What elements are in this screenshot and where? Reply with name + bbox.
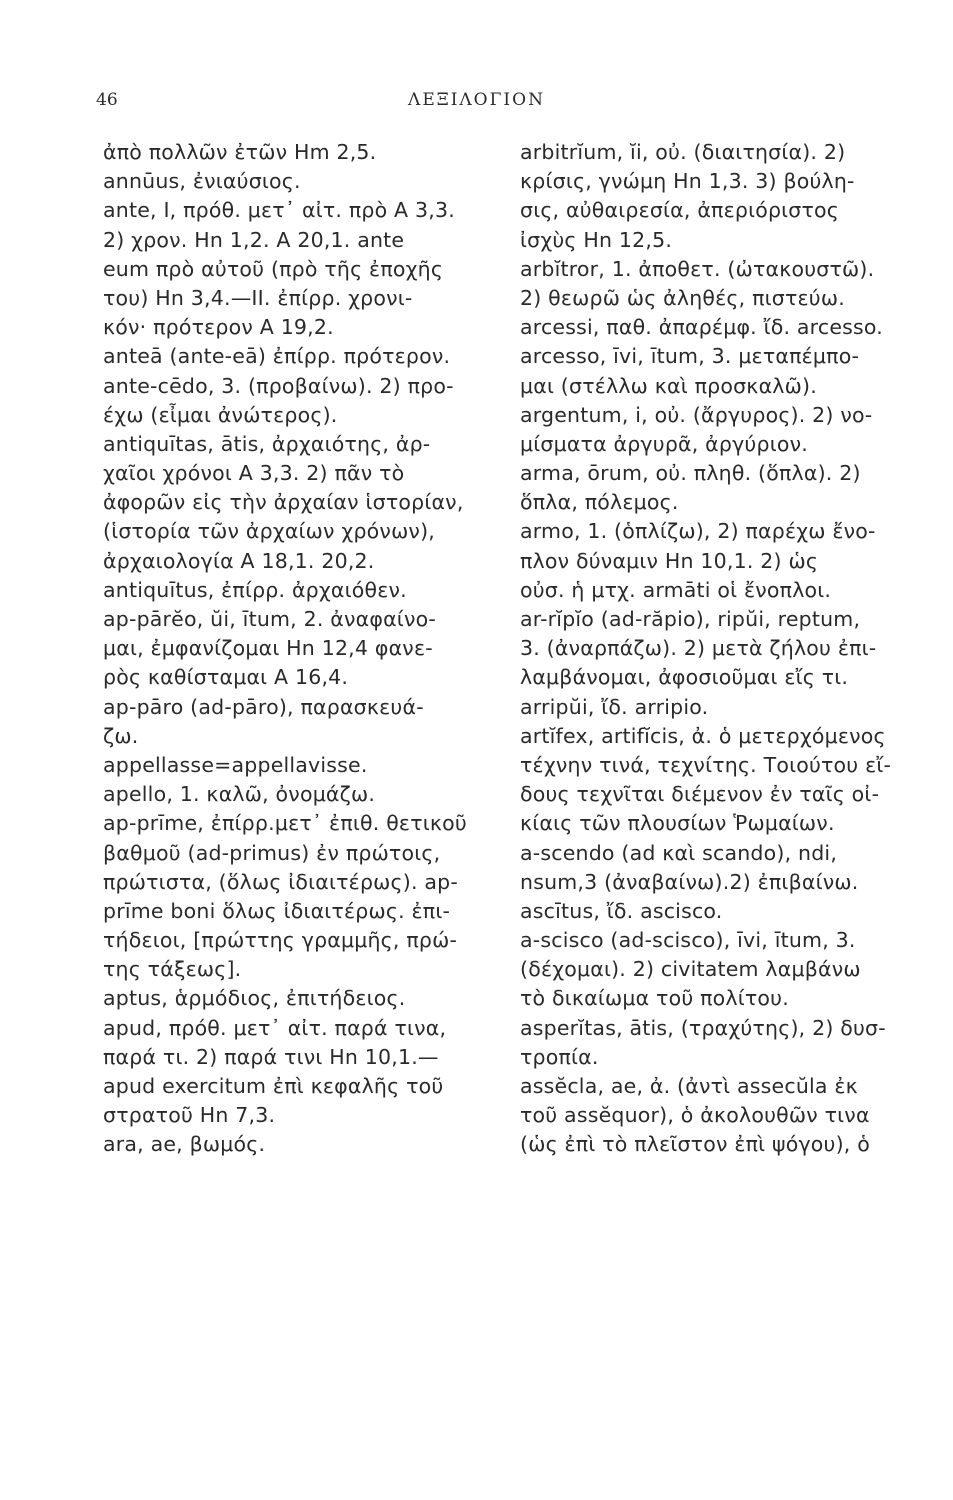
dictionary-line: ap-pāro (ad-pāro), παρασκευά-	[103, 694, 424, 719]
dictionary-line: κρίσις, γνώμη Hn 1,3. 3) βούλη-	[520, 169, 855, 194]
dictionary-line: ρὸς καθίσταμαι A 16,4.	[103, 665, 349, 690]
dictionary-line: τὸ δικαίωμα τοῦ πολίτου.	[520, 986, 789, 1011]
dictionary-line: (ἱστορία τῶν ἀρχαίων χρόνων),	[103, 519, 435, 544]
dictionary-line: βαθμοῦ (ad-primus) ἐν πρώτοις,	[103, 840, 441, 865]
dictionary-line: λαμβάνομαι, ἀφοσιοῦμαι εἴς τι.	[520, 665, 849, 690]
dictionary-line: ara, ae, βωμός.	[103, 1132, 266, 1157]
dictionary-line: τροπία.	[520, 1044, 599, 1069]
dictionary-line: annūus, ἐνιαύσιος.	[103, 169, 301, 194]
dictionary-line: τέχνην τινά, τεχνίτης. Τοιούτου εἴ-	[520, 752, 892, 777]
dictionary-line: asperĭtas, ātis, (τραχύτης), 2) δυσ-	[520, 1015, 886, 1040]
dictionary-line: argentum, i, οὐ. (ἄργυρος). 2) νο-	[520, 402, 873, 427]
dictionary-line: arcessi, παθ. ἀπαρέμφ. ἴδ. arcesso.	[520, 315, 883, 340]
dictionary-line: πρώτιστα, (ὅλως ἰδιαιτέρως). ap-	[103, 869, 458, 894]
dictionary-line: arbĭtror, 1. ἀποθετ. (ὠτακουστῶ).	[520, 256, 875, 281]
dictionary-line: τήδειοι, [πρώττης γραμμῆς, πρώ-	[103, 928, 458, 953]
dictionary-line: ἀπὸ πολλῶν ἐτῶν Hm 2,5.	[103, 140, 377, 164]
dictionary-line: δους τεχνῖται διέμενον ἐν ταῖς οἰ-	[520, 782, 880, 807]
dictionary-line: artĭfex, artifĭcis, ἀ. ὁ μετερχόμενος	[520, 723, 886, 748]
dictionary-line: μίσματα ἀργυρᾶ, ἀργύριον.	[520, 431, 808, 456]
dictionary-line: ὅπλα, πόλεμος.	[520, 490, 679, 515]
dictionary-line: assĕcla, ae, ἀ. (ἀντὶ assecŭla ἐκ	[520, 1074, 858, 1098]
dictionary-line: τοῦ assĕquor), ὁ ἀκολουθῶν τινα	[520, 1103, 870, 1128]
dictionary-line: μαι, ἐμφανίζομαι Hn 12,4 φανε-	[103, 636, 433, 661]
dictionary-line: apud exercitum ἐπὶ κεφαλῆς τοῦ	[103, 1074, 444, 1098]
dictionary-line: 2) χρον. Hn 1,2. A 20,1. ante	[103, 227, 405, 252]
dictionary-line: arripŭi, ἴδ. arripio.	[520, 694, 709, 719]
dictionary-line: ἀρχαιολογία A 18,1. 20,2.	[103, 548, 375, 573]
dictionary-line: ascītus, ἴδ. ascisco.	[520, 898, 723, 923]
dictionary-line: της τάξεως].	[103, 957, 242, 982]
page-number: 46	[96, 90, 118, 110]
dictionary-line: a-scisco (ad-scisco), īvi, ītum, 3.	[520, 928, 856, 953]
dictionary-line: κόν· πρότερον A 19,2.	[103, 315, 334, 340]
dictionary-line: 2) θεωρῶ ὡς ἀληθές, πιστεύω.	[520, 285, 845, 310]
dictionary-line: arcesso, īvi, ītum, 3. μεταπέμπο-	[520, 344, 860, 369]
dictionary-line: μαι (στέλλω καὶ προσκαλῶ).	[520, 373, 817, 398]
running-title: ΛΕΞΙΛΟΓΙΟΝ	[408, 90, 545, 110]
dictionary-line: ζω.	[103, 723, 139, 748]
dictionary-line: ante-cēdo, 3. (προβαίνω). 2) προ-	[103, 373, 454, 398]
dictionary-line: παρά τι. 2) παρά τινι Hn 10,1.—	[103, 1044, 439, 1069]
dictionary-line: aptus, ἁρμόδιος, ἐπιτήδειος.	[103, 986, 406, 1011]
dictionary-line: apello, 1. καλῶ, ὀνομάζω.	[103, 782, 376, 807]
dictionary-line: ar-rĭpĭo (ad-răpio), ripŭi, reptum,	[520, 607, 861, 631]
dictionary-line: a-scendo (ad καὶ scando), ndi,	[520, 840, 838, 865]
dictionary-line: έχω (εἶμαι ἀνώτερος).	[103, 402, 338, 427]
dictionary-line: ante, I, πρόθ. μετ᾽ αἰτ. πρὸ Α 3,3.	[103, 198, 455, 223]
dictionary-line: eum πρὸ αὐτοῦ (πρὸ τῆς ἐποχῆς	[103, 256, 444, 281]
dictionary-line: 3. (ἀναρπάζω). 2) μετὰ ζήλου ἐπι-	[520, 636, 877, 661]
dictionary-line: σις, αὐθαιρεσία, ἀπεριόριστος	[520, 198, 840, 223]
dictionary-line: πλον δύναμιν Hn 10,1. 2) ὡς	[520, 548, 819, 573]
dictionary-line: arbitrĭum, ĭi, οὐ. (διαιτησία). 2)	[520, 140, 846, 164]
dictionary-line: ἀφορῶν εἰς τὴν ἀρχαίαν ἱστορίαν,	[103, 490, 464, 515]
dictionary-line: prīme boni ὅλως ἰδιαιτέρως. ἐπι-	[103, 898, 451, 923]
dictionary-line: arma, ōrum, οὐ. πληθ. (ὅπλα). 2)	[520, 461, 861, 486]
dictionary-line: armo, 1. (ὁπλίζω), 2) παρέχω ἔνο-	[520, 519, 876, 544]
dictionary-line: οὐσ. ἡ μτχ. armāti οἱ ἔνοπλοι.	[520, 577, 832, 602]
dictionary-line: ap-pārĕo, ŭi, ītum, 2. ἀναφαίνο-	[103, 607, 436, 631]
dictionary-line: ap-prīme, ἐπίρρ.μετ᾽ ἐπιθ. θετικοῦ	[103, 811, 467, 836]
dictionary-line: (δέχομαι). 2) civitatem λαμβάνω	[520, 957, 861, 982]
dictionary-line: antiquītas, ātis, ἀρχαιότης, ἀρ-	[103, 431, 431, 456]
dictionary-line: του) Hn 3,4.—II. ἐπίρρ. χρονι-	[103, 285, 413, 310]
dictionary-line: anteā (ante-eā) ἐπίρρ. πρότερον.	[103, 344, 451, 369]
dictionary-line: κίαις τῶν πλουσίων Ῥωμαίων.	[520, 811, 835, 836]
right-column	[520, 138, 912, 1160]
dictionary-line: (ὡς ἐπὶ τὸ πλεῖστον ἐπὶ ψόγου), ὁ	[520, 1132, 870, 1157]
dictionary-line: antiquītus, ἐπίρρ. ἀρχαιόθεν.	[103, 577, 407, 602]
dictionary-line: nsum,3 (ἀναβαίνω).2) ἐπιβαίνω.	[520, 869, 859, 894]
dictionary-line: apud, πρόθ. μετ᾽ αἰτ. παρά τινα,	[103, 1015, 447, 1040]
page-header	[0, 90, 953, 120]
dictionary-line: χαῖοι χρόνοι A 3,3. 2) πᾶν τὸ	[103, 461, 405, 486]
dictionary-line: ἰσχὺς Hn 12,5.	[520, 227, 673, 252]
dictionary-line: appellasse=appellavisse.	[103, 752, 368, 777]
left-column	[103, 138, 481, 1160]
dictionary-line: στρατοῦ Hn 7,3.	[103, 1103, 276, 1128]
